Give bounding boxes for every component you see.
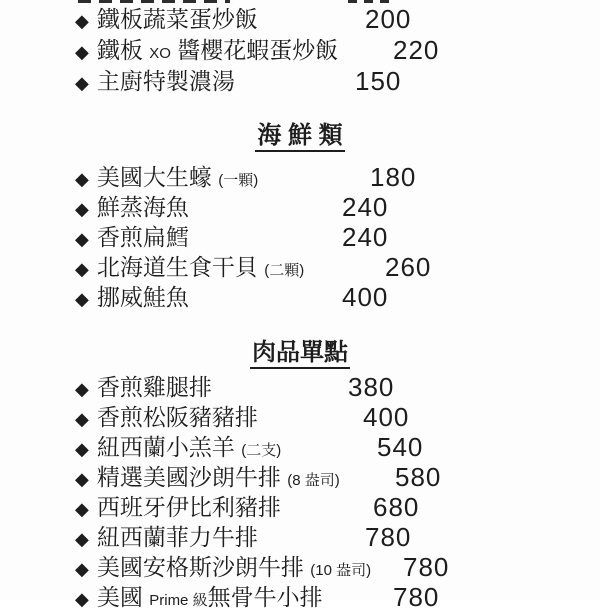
menu-item-name [97,584,323,610]
menu-item-price: 380 [348,372,395,402]
menu-item-row [0,4,600,35]
menu-item-name-part: 北海道生食干貝 [96,254,265,280]
diamond-bullet-icon: ◆ [75,499,89,519]
menu-item-price: 540 [377,432,424,462]
menu-item-price: 240 [342,192,389,222]
diamond-bullet-icon: ◆ [75,439,89,459]
menu-item-name-part: 紐西蘭小羔羊 [96,434,242,460]
menu-item-row [0,252,600,282]
menu-item-price: 580 [395,462,442,492]
menu-item-name-small-part: Prime 級 [149,592,208,609]
menu-item-name [97,524,258,550]
menu-item-name-part: 無骨牛小排 [207,584,323,610]
menu-item-name-small-part: (10 盎司) [310,562,372,579]
diamond-bullet-icon: ◆ [75,169,89,189]
menu-item-price: 400 [363,402,410,432]
diamond-bullet-icon: ◆ [75,589,89,609]
diamond-bullet-icon: ◆ [75,379,89,399]
menu-item-row [0,402,600,432]
diamond-bullet-icon: ◆ [75,529,89,549]
menu-item-name [97,464,340,490]
menu-item-price: 260 [385,252,432,282]
menu-item-name-small-part: (一顆) [218,172,259,189]
menu-item-price: 780 [393,582,440,612]
menu-item-name-part: 美國大生蠔 [96,164,219,190]
menu-item-row [0,462,600,492]
menu-item-row [0,582,600,612]
diamond-bullet-icon: ◆ [75,229,89,249]
diamond-bullet-icon: ◆ [75,199,89,219]
menu-item-price: 780 [403,552,450,582]
menu-item-row [0,162,600,192]
menu-item-price: 200 [365,4,412,34]
diamond-bullet-icon: ◆ [75,11,89,31]
menu-item-price: 240 [342,222,389,252]
menu-item-name-part: 鐵板蔬菜蛋炒飯 [96,6,258,32]
menu-item-name-part: 美國安格斯沙朗牛排 [96,554,311,580]
menu-item-name-part: 香煎雞腿排 [96,374,212,400]
menu-item-name-part: 美國 [96,584,150,610]
menu-item-row [0,372,600,402]
menu-item-row [0,222,600,252]
menu-item-name [97,37,338,63]
menu-item-price: 400 [342,282,389,312]
menu-item-price: 780 [365,522,412,552]
diamond-bullet-icon: ◆ [75,289,89,309]
menu-item-name-part: 香煎松阪豬豬排 [96,404,258,430]
menu-item-name-part: 鐵板 [96,37,150,63]
menu-item-name [97,404,258,430]
menu-item-price: 680 [373,492,420,522]
menu-item-name [97,374,212,400]
menu-item-price: 220 [393,35,440,65]
menu-item-row [0,35,600,66]
menu-item-name [97,224,189,250]
menu-item-name-part: 挪威鮭魚 [96,284,189,310]
menu-item-row [0,522,600,552]
menu-item-name-part: 西班牙伊比利豬排 [96,494,281,520]
menu-item-name-small-part: (二支) [241,442,282,459]
diamond-bullet-icon: ◆ [75,259,89,279]
menu-item-name-small-part: XO [149,45,171,62]
menu-item-price: 150 [355,66,402,96]
menu-item-name-part: 精選美國沙朗牛排 [96,464,288,490]
menu-item-name [97,554,371,580]
menu-item-row [0,432,600,462]
menu-section [0,4,600,97]
menu-item-name-small-part: (8 盎司) [287,472,340,489]
menu-item-name [97,68,235,94]
menu-item-name [97,6,258,32]
menu-item-name [97,284,189,310]
diamond-bullet-icon: ◆ [75,559,89,579]
section-title [0,123,600,153]
menu-section [0,372,600,612]
section-title-text: 海 鮮 類 [255,123,344,152]
menu-item-row [0,66,600,97]
menu-item-name [97,494,281,520]
menu-item-name [97,254,304,280]
menu-item-row [0,282,600,312]
menu-item-name-part: 鮮蒸海魚 [96,194,189,220]
diamond-bullet-icon: ◆ [75,42,89,62]
menu-item-name-part: 紐西蘭菲力牛排 [96,524,258,550]
menu-item-name [97,164,258,190]
menu-item-row [0,492,600,522]
menu-item-name-small-part: (二顆) [264,262,305,279]
section-title-text: 肉品單點 [250,340,350,369]
diamond-bullet-icon: ◆ [75,469,89,489]
menu-item-price: 180 [370,162,417,192]
menu-item-name-part: 主廚特製濃湯 [96,68,235,94]
diamond-bullet-icon: ◆ [75,73,89,93]
menu-item-name-part: 醬櫻花蝦蛋炒飯 [170,37,339,63]
menu-item-row [0,552,600,582]
section-title [0,340,600,370]
menu-item-row [0,192,600,222]
menu-item-name-part: 香煎扁鱈 [96,224,189,250]
menu-item-name [97,434,281,460]
diamond-bullet-icon: ◆ [75,409,89,429]
menu-item-name [97,194,189,220]
menu-section [0,162,600,312]
